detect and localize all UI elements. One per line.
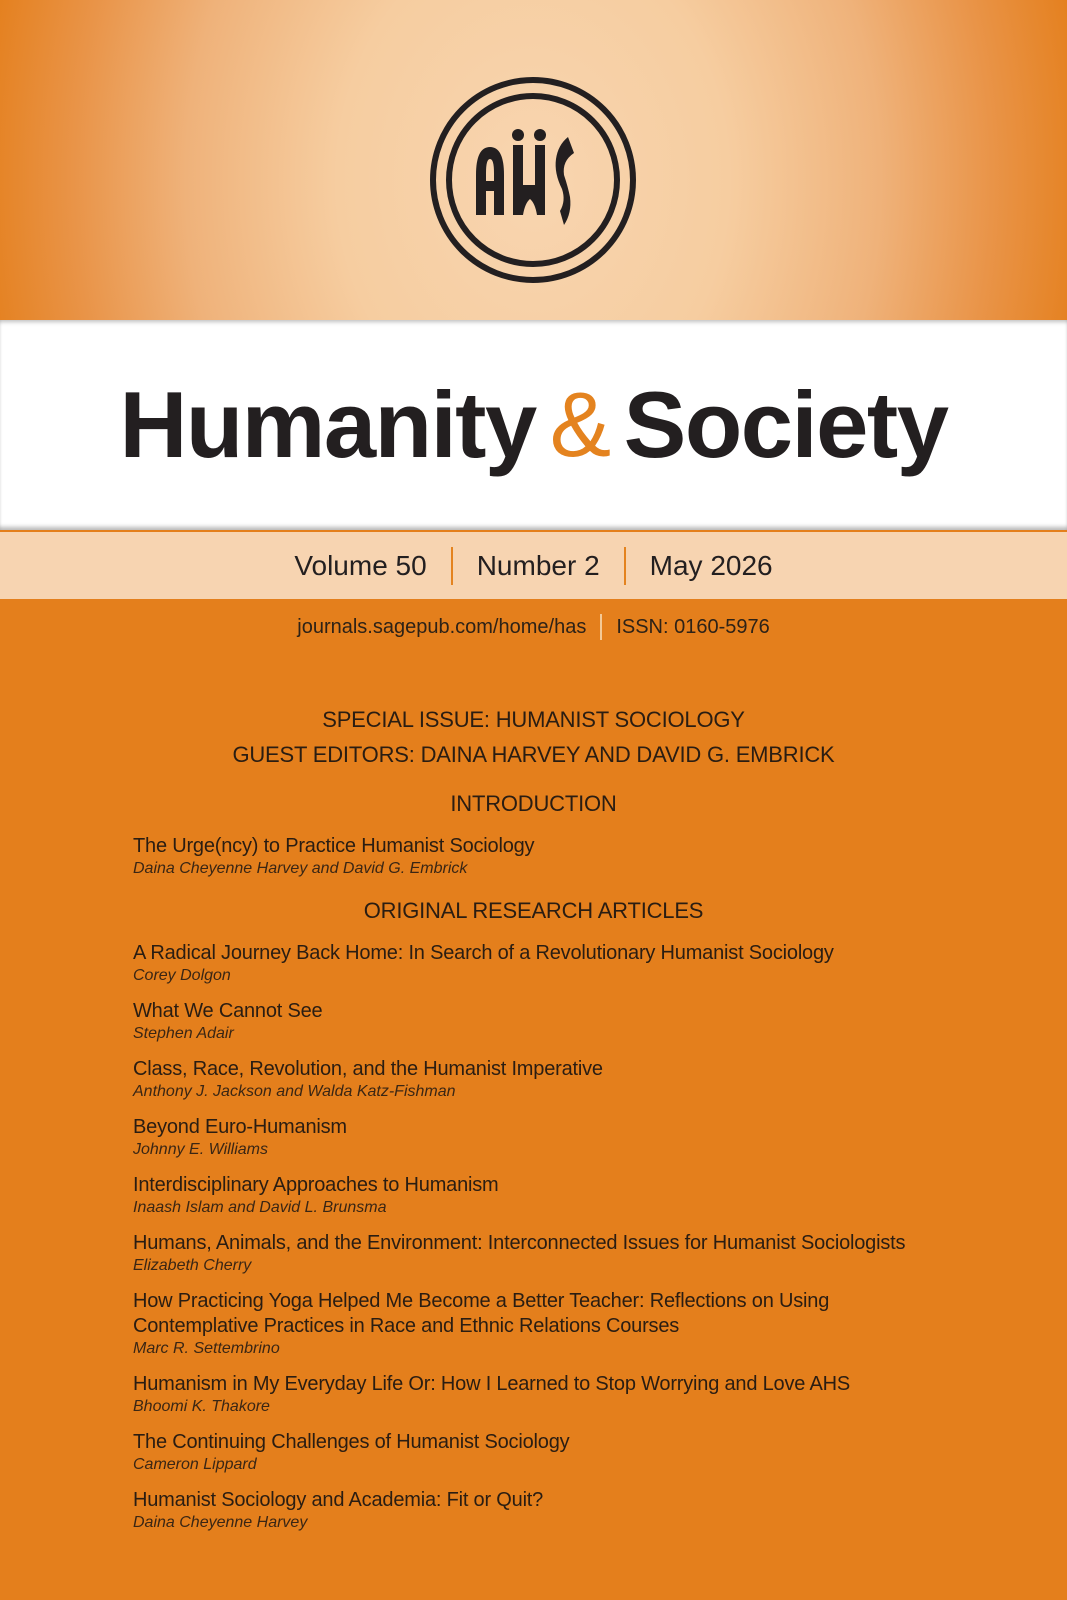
number-label: Number 2 xyxy=(476,549,600,581)
title-band xyxy=(0,320,1067,530)
guest-editors-heading: GUEST EDITORS: DAINA HARVEY AND DAVID G. EMBRICK xyxy=(232,742,835,767)
article-author: Daina Cheyenne Harvey xyxy=(133,1514,308,1531)
article-title[interactable]: The Continuing Challenges of Humanist Sociology xyxy=(133,1431,570,1453)
toc-article[interactable] xyxy=(133,1372,1033,1417)
article-author: Elizabeth Cherry xyxy=(133,1257,252,1274)
volume-label: Volume 50 xyxy=(294,549,427,581)
article-author: Cameron Lippard xyxy=(133,1456,257,1473)
article-author: Bhoomi K. Thakore xyxy=(133,1398,270,1415)
issn-label: ISSN: 0160-5976 xyxy=(616,615,770,638)
original-research-list xyxy=(133,941,1033,1546)
toc-article[interactable] xyxy=(133,1488,1033,1533)
journal-title-ampersand: & xyxy=(549,373,610,476)
journal-title-society: Society xyxy=(623,372,948,477)
toc-article[interactable] xyxy=(133,1115,1033,1160)
article-author: Daina Cheyenne Harvey and David G. Embrick xyxy=(133,860,468,877)
article-author: Marc R. Settembrino xyxy=(133,1340,280,1357)
journal-links xyxy=(0,614,1067,640)
toc-article[interactable] xyxy=(133,834,1033,879)
article-title[interactable]: Humans, Animals, and the Environment: Interconnected Issues for Humanist Sociologists xyxy=(133,1232,906,1254)
toc-article[interactable] xyxy=(133,1289,1033,1359)
article-title[interactable]: Humanism in My Everyday Life Or: How I Learned to Stop Worrying and Love AHS xyxy=(133,1373,850,1395)
article-title[interactable]: Beyond Euro-Humanism xyxy=(133,1116,347,1138)
toc-article[interactable] xyxy=(133,1057,1033,1102)
article-title[interactable]: What We Cannot See xyxy=(133,1000,323,1022)
journal-title xyxy=(0,320,1067,530)
header-gradient-band xyxy=(0,0,1067,320)
divider xyxy=(451,547,453,585)
toc-article[interactable] xyxy=(133,1173,1033,1218)
article-title[interactable]: The Urge(ncy) to Practice Humanist Sociology xyxy=(133,835,535,857)
issue-info-band xyxy=(0,532,1067,599)
article-title[interactable]: Class, Race, Revolution, and the Humanist Imperative xyxy=(133,1058,603,1080)
introduction-heading: INTRODUCTION xyxy=(450,791,617,816)
original-research-heading: ORIGINAL RESEARCH ARTICLES xyxy=(363,898,704,923)
special-issue-heading: SPECIAL ISSUE: HUMANIST SOCIOLOGY xyxy=(322,707,745,732)
divider xyxy=(600,614,602,640)
introduction-list xyxy=(133,834,1033,892)
toc-article[interactable] xyxy=(133,1430,1033,1475)
journal-url-link[interactable]: journals.sagepub.com/home/has xyxy=(297,615,587,638)
article-author: Corey Dolgon xyxy=(133,967,231,984)
journal-title-humanity: Humanity xyxy=(119,372,536,477)
article-title[interactable]: A Radical Journey Back Home: In Search of a Revolutionary Humanist Sociology xyxy=(133,942,834,964)
article-title[interactable]: Humanist Sociology and Academia: Fit or Quit? xyxy=(133,1489,544,1511)
article-author: Inaash Islam and David L. Brunsma xyxy=(133,1199,387,1216)
divider xyxy=(624,547,626,585)
article-title[interactable]: Interdisciplinary Approaches to Humanism xyxy=(133,1174,499,1196)
date-label: May 2026 xyxy=(649,549,773,581)
article-author: Stephen Adair xyxy=(133,1025,234,1042)
toc-article[interactable] xyxy=(133,941,1033,986)
toc-article[interactable] xyxy=(133,1231,1033,1276)
toc-article[interactable] xyxy=(133,999,1033,1044)
article-title[interactable]: How Practicing Yoga Helped Me Become a Better Teacher: Reflections on Using Contemplative Practices in Race and Ethnic Relations Courses xyxy=(133,1290,830,1337)
article-author: Anthony J. Jackson and Walda Katz-Fishman xyxy=(133,1083,456,1100)
ahs-circle-logo-icon xyxy=(428,75,638,285)
article-author: Johnny E. Williams xyxy=(133,1141,269,1158)
